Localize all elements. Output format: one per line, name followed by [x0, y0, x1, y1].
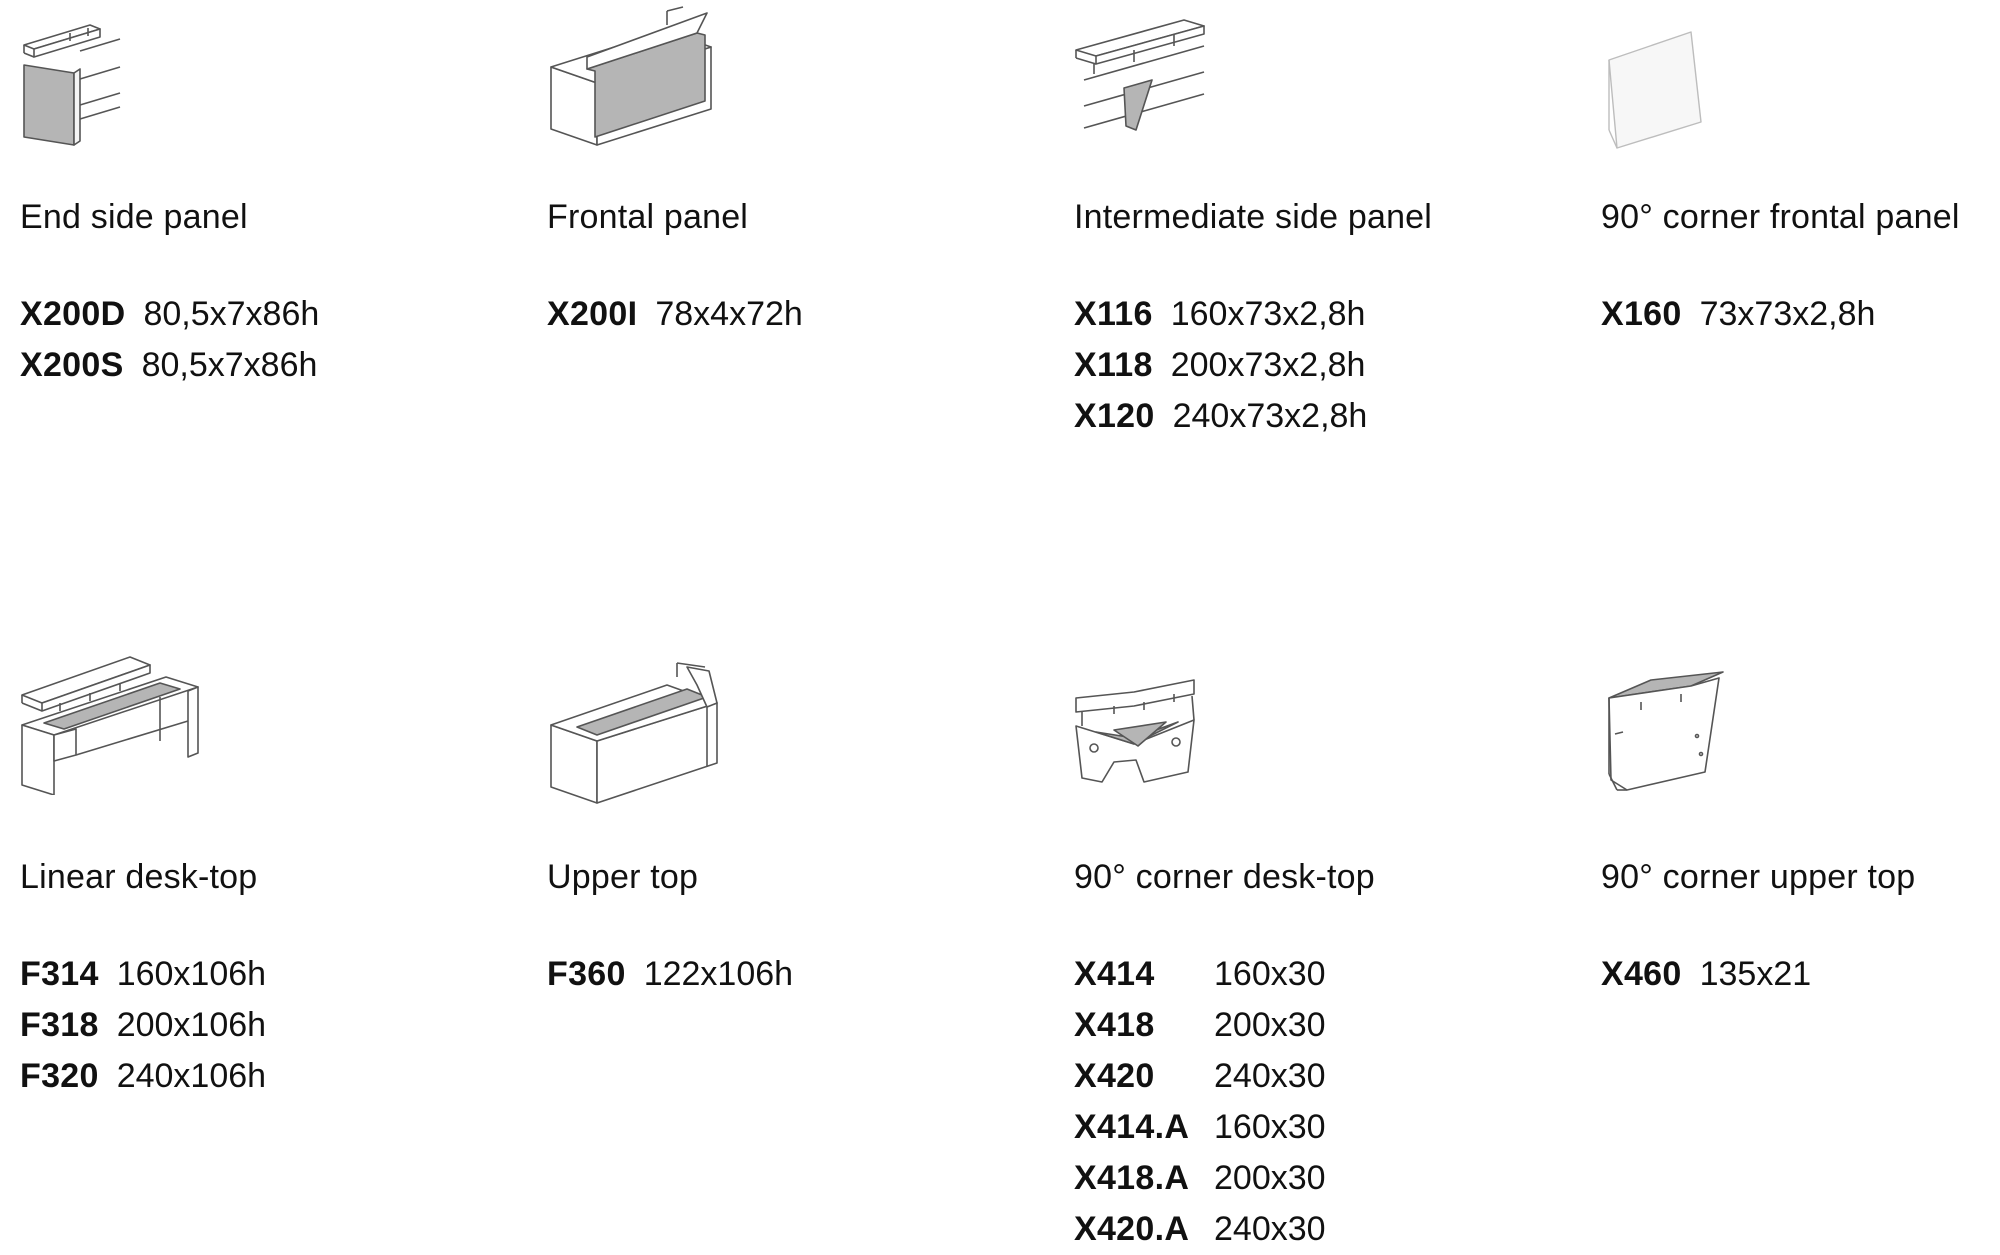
corner-upper-top-drawing-icon	[1601, 670, 1801, 820]
item-upper-top	[547, 640, 1067, 1060]
product-code: X200S	[20, 346, 124, 384]
product-dimensions: 122x106h	[643, 955, 794, 993]
product-dimensions: 135x21	[1699, 955, 1812, 993]
product-dimensions: 80,5x7x86h	[143, 295, 320, 333]
product-dimensions: 160x30	[1214, 1108, 1326, 1146]
item-corner-upper-top	[1601, 640, 2000, 1060]
frontal-panel-drawing-icon	[547, 5, 747, 155]
product-code: X414	[1074, 955, 1155, 993]
list-item	[1074, 1102, 1326, 1153]
item-title: Frontal panel	[547, 198, 749, 236]
list-item	[20, 1051, 266, 1102]
item-title: Upper top	[547, 858, 699, 896]
product-code: X418.A	[1074, 1159, 1190, 1197]
product-code: F318	[20, 1006, 99, 1044]
product-code: X118	[1074, 346, 1153, 384]
list-item	[1601, 949, 1811, 1000]
code-list	[1601, 289, 1875, 340]
item-title: Linear desk-top	[20, 858, 258, 896]
intermediate-side-panel-drawing-icon	[1074, 10, 1274, 160]
product-code: X460	[1601, 955, 1682, 993]
corner-frontal-panel-drawing-icon	[1601, 20, 1801, 170]
item-corner-frontal-panel	[1601, 0, 2000, 420]
product-code: X418	[1074, 1006, 1155, 1044]
item-corner-desk-top	[1074, 640, 1594, 1255]
code-list	[1601, 949, 1811, 1000]
product-dimensions: 240x106h	[116, 1057, 267, 1095]
product-code: X120	[1074, 397, 1155, 435]
item-linear-desk-top	[20, 640, 540, 1100]
product-code: X200I	[547, 295, 638, 333]
end-side-panel-drawing-icon	[20, 15, 220, 165]
product-dimensions: 200x30	[1214, 1006, 1326, 1044]
code-list	[1074, 949, 1326, 1255]
list-item	[20, 340, 319, 391]
product-code: X116	[1074, 295, 1153, 333]
product-dimensions: 160x106h	[116, 955, 267, 993]
list-item	[1074, 289, 1367, 340]
code-list	[20, 949, 266, 1102]
product-code: F314	[20, 955, 99, 993]
list-item	[1074, 1000, 1326, 1051]
product-code: X200D	[20, 295, 126, 333]
product-code: F360	[547, 955, 626, 993]
list-item	[1074, 1153, 1326, 1204]
list-item	[20, 1000, 266, 1051]
list-item	[1074, 1051, 1326, 1102]
product-code: F320	[20, 1057, 99, 1095]
item-frontal-panel	[547, 0, 1067, 420]
product-dimensions: 160x73x2,8h	[1170, 295, 1366, 333]
product-code: X420.A	[1074, 1210, 1190, 1248]
product-dimensions: 78x4x72h	[655, 295, 803, 333]
product-dimensions: 73x73x2,8h	[1699, 295, 1876, 333]
code-list	[547, 949, 793, 1000]
product-dimensions: 240x30	[1214, 1210, 1326, 1248]
item-title: 90° corner desk-top	[1074, 858, 1375, 896]
product-dimensions: 200x30	[1214, 1159, 1326, 1197]
upper-top-drawing-icon	[547, 655, 747, 805]
code-list	[1074, 289, 1367, 442]
product-dimensions: 80,5x7x86h	[141, 346, 318, 384]
item-title: Intermediate side panel	[1074, 198, 1433, 236]
item-title: End side panel	[20, 198, 248, 236]
product-code: X414.A	[1074, 1108, 1190, 1146]
code-list	[547, 289, 803, 340]
product-dimensions: 200x73x2,8h	[1170, 346, 1366, 384]
list-item	[1074, 391, 1367, 442]
product-dimensions: 240x73x2,8h	[1172, 397, 1368, 435]
list-item	[547, 289, 803, 340]
list-item	[20, 949, 266, 1000]
list-item	[547, 949, 793, 1000]
list-item	[1601, 289, 1875, 340]
item-title: 90° corner upper top	[1601, 858, 1916, 896]
product-dimensions: 200x106h	[116, 1006, 267, 1044]
list-item	[1074, 1204, 1326, 1255]
item-end-side-panel	[20, 0, 540, 420]
corner-desk-top-drawing-icon	[1074, 660, 1274, 810]
product-code: X160	[1601, 295, 1682, 333]
list-item	[1074, 340, 1367, 391]
product-dimensions: 160x30	[1214, 955, 1326, 993]
product-dimensions: 240x30	[1214, 1057, 1326, 1095]
code-list	[20, 289, 319, 391]
list-item	[1074, 949, 1326, 1000]
product-code: X420	[1074, 1057, 1155, 1095]
list-item	[20, 289, 319, 340]
linear-desk-top-drawing-icon	[20, 645, 220, 795]
item-intermediate-side-panel	[1074, 0, 1594, 460]
item-title: 90° corner frontal panel	[1601, 198, 1960, 236]
